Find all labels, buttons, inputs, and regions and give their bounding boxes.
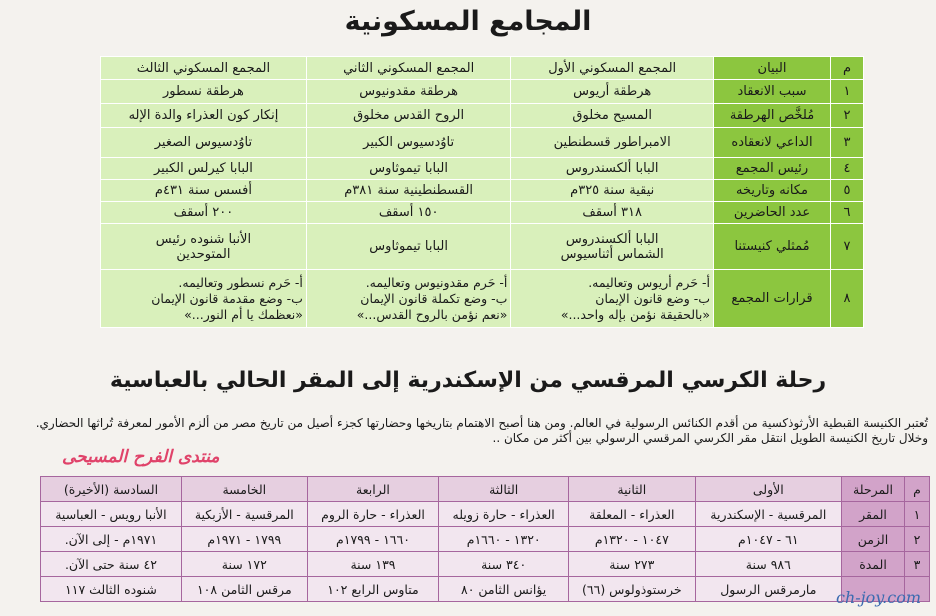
journey-cell: ١٩٧١م - إلى الآن. bbox=[41, 527, 182, 552]
council-2-cell: ١٥٠ أسقف bbox=[306, 202, 511, 224]
council-2-cell: الروح القدس مخلوق bbox=[306, 104, 511, 128]
header-council-3: المجمع المسكوني الثالث bbox=[101, 57, 307, 80]
journey-cell: ١٧٢ سنة bbox=[181, 552, 307, 577]
council-3-cell: الأنبا شنوده رئيس المتوحدين bbox=[101, 224, 307, 270]
councils-row bbox=[101, 158, 864, 180]
journey-cell: العذراء - المعلقة bbox=[569, 502, 696, 527]
row-label: مُلخَّص الهرطقة bbox=[714, 104, 831, 128]
journey-cell: ١٣٩ سنة bbox=[307, 552, 439, 577]
council-3-cell: إنكار كون العذراء والدة الإله bbox=[101, 104, 307, 128]
council-2-cell: البابا تيموثاوس bbox=[306, 224, 511, 270]
councils-row bbox=[101, 128, 864, 158]
journey-cell: خرستوذولوس (٦٦) bbox=[569, 577, 696, 602]
council-2-cell: القسطنطينية سنة ٣٨١م bbox=[306, 180, 511, 202]
row-number: ٥ bbox=[831, 180, 864, 202]
site-watermark: ch-joy.com bbox=[836, 588, 922, 607]
councils-header-row bbox=[101, 57, 864, 80]
journey-row-number: ١ bbox=[905, 502, 930, 527]
journey-header-stage: المرحلة bbox=[842, 477, 905, 502]
row-label: الداعي لانعقاده bbox=[714, 128, 831, 158]
journey-cell: ١٦٦٠ - ١٧٩٩م bbox=[307, 527, 439, 552]
council-3-cell: هرطقة نسطور bbox=[101, 80, 307, 104]
journey-cell: ٢٧٣ سنة bbox=[569, 552, 696, 577]
councils-table bbox=[100, 56, 864, 328]
council-2-cell: هرطقة مقدونيوس bbox=[306, 80, 511, 104]
council-1-cell: البابا ألكسندروس bbox=[511, 158, 714, 180]
journey-header-6: السادسة (الأخيرة) bbox=[41, 477, 182, 502]
journey-header-row bbox=[41, 477, 930, 502]
council-1-cell: ٣١٨ أسقف bbox=[511, 202, 714, 224]
journey-cell: مارمرقس الرسول bbox=[695, 577, 841, 602]
journey-row-label: المقر bbox=[842, 502, 905, 527]
journey-cell: الأنبا رويس - العباسية bbox=[41, 502, 182, 527]
journey-cell: شنوده الثالث ١١٧ bbox=[41, 577, 182, 602]
header-council-2: المجمع المسكوني الثاني bbox=[306, 57, 511, 80]
journey-row bbox=[41, 577, 930, 602]
journey-header-1: الأولى bbox=[695, 477, 841, 502]
row-label: قرارات المجمع bbox=[714, 270, 831, 328]
row-number: ٣ bbox=[831, 128, 864, 158]
council-2-cell: أ- حَرم مقدونيوس وتعاليمه. ب- وضع تكملة قانون الإيمان «نعم نؤمن بالروح القدس...» bbox=[306, 270, 511, 328]
page-title: المجامع المسكونية bbox=[344, 6, 592, 37]
councils-row bbox=[101, 104, 864, 128]
council-1-cell: المسيح مخلوق bbox=[511, 104, 714, 128]
journey-row-label: الزمن bbox=[842, 527, 905, 552]
councils-row bbox=[101, 224, 864, 270]
section-title: رحلة الكرسي المرقسي من الإسكندرية إلى المقر الحالي بالعباسية bbox=[109, 368, 827, 393]
council-1-cell: نيقية سنة ٣٢٥م bbox=[511, 180, 714, 202]
council-3-cell: أ- حَرم نسطور وتعاليمه. ب- وضع مقدمة قانون الإيمان «نعظمك يا أم النور...» bbox=[101, 270, 307, 328]
journey-cell: ٦١ - ١٠٤٧م bbox=[695, 527, 841, 552]
row-number: ٦ bbox=[831, 202, 864, 224]
journey-header-num: م bbox=[905, 477, 930, 502]
journey-row-number: ٢ bbox=[905, 527, 930, 552]
row-number: ٧ bbox=[831, 224, 864, 270]
journey-cell: ٤٢ سنة حتى الآن. bbox=[41, 552, 182, 577]
councils-row bbox=[101, 202, 864, 224]
row-label: عدد الحاضرين bbox=[714, 202, 831, 224]
council-2-cell: البابا تيموثاوس bbox=[306, 158, 511, 180]
council-3-cell: ٢٠٠ أسقف bbox=[101, 202, 307, 224]
council-2-cell: تاوُدسيوس الكبير bbox=[306, 128, 511, 158]
journey-row bbox=[41, 552, 930, 577]
journey-cell: ٣٤٠ سنة bbox=[439, 552, 569, 577]
header-num: م bbox=[831, 57, 864, 80]
councils-row bbox=[101, 180, 864, 202]
council-3-cell: تاوُدسيوس الصغير bbox=[101, 128, 307, 158]
journey-header-4: الرابعة bbox=[307, 477, 439, 502]
row-label: سبب الانعقاد bbox=[714, 80, 831, 104]
header-council-1: المجمع المسكوني الأول bbox=[511, 57, 714, 80]
journey-cell: ١٣٢٠ - ١٦٦٠م bbox=[439, 527, 569, 552]
row-number: ١ bbox=[831, 80, 864, 104]
journey-cell: مرقس الثامن ١٠٨ bbox=[181, 577, 307, 602]
journey-row bbox=[41, 502, 930, 527]
journey-cell: ٩٨٦ سنة bbox=[695, 552, 841, 577]
journey-cell: ١٧٩٩ - ١٩٧١م bbox=[181, 527, 307, 552]
council-1-cell: الامبراطور قسطنطين bbox=[511, 128, 714, 158]
journey-table bbox=[40, 476, 930, 602]
journey-cell: العذراء - حارة الروم bbox=[307, 502, 439, 527]
journey-cell: المرقسية - الإسكندرية bbox=[695, 502, 841, 527]
council-1-cell: البابا ألكسندروس الشماس أثناسيوس bbox=[511, 224, 714, 270]
row-label: مكانه وتاريخه bbox=[714, 180, 831, 202]
row-label: مُمثلي كنيستنا bbox=[714, 224, 831, 270]
row-label: رئيس المجمع bbox=[714, 158, 831, 180]
journey-cell: المرقسية - الأزبكية bbox=[181, 502, 307, 527]
councils-row bbox=[101, 80, 864, 104]
row-number: ٤ bbox=[831, 158, 864, 180]
journey-header-3: الثالثة bbox=[439, 477, 569, 502]
journey-row bbox=[41, 527, 930, 552]
forum-watermark: منتدى الفرح المسيحى bbox=[62, 447, 220, 467]
journey-row-number: ٣ bbox=[905, 552, 930, 577]
journey-cell: متاوس الرابع ١٠٢ bbox=[307, 577, 439, 602]
council-3-cell: أفسس سنة ٤٣١م bbox=[101, 180, 307, 202]
journey-cell: العذراء - حارة زويله bbox=[439, 502, 569, 527]
journey-header-5: الخامسة bbox=[181, 477, 307, 502]
row-number: ٨ bbox=[831, 270, 864, 328]
journey-row-label: المدة bbox=[842, 552, 905, 577]
council-1-cell: هرطقة أريوس bbox=[511, 80, 714, 104]
intro-paragraph: تُعتبر الكنيسة القبطية الأرثوذكسية من أقدم الكنائس الرسولية في العالم. ومن هنا أصبح الاهتمام بتاريخها وحضارتها كجزء أصيل من تاريخ مصر من ألزم الأمور لمعرفة تُراثها الحضاري. وخلال تاريخ الكنيسة الطويل انتقل مقر الكرسي المرقسي الرسولي بين أكثر من مكان .. bbox=[35, 416, 928, 445]
row-number: ٢ bbox=[831, 104, 864, 128]
header-label: البيان bbox=[714, 57, 831, 80]
journey-header-2: الثانية bbox=[569, 477, 696, 502]
councils-row bbox=[101, 270, 864, 328]
journey-cell: ١٠٤٧ - ١٣٢٠م bbox=[569, 527, 696, 552]
council-1-cell: أ- حَرم أريوس وتعاليمه. ب- وضع قانون الإيمان «بالحقيقة نؤمن بإله واحد...» bbox=[511, 270, 714, 328]
journey-cell: يؤانس الثامن ٨٠ bbox=[439, 577, 569, 602]
council-3-cell: البابا كيرلس الكبير bbox=[101, 158, 307, 180]
